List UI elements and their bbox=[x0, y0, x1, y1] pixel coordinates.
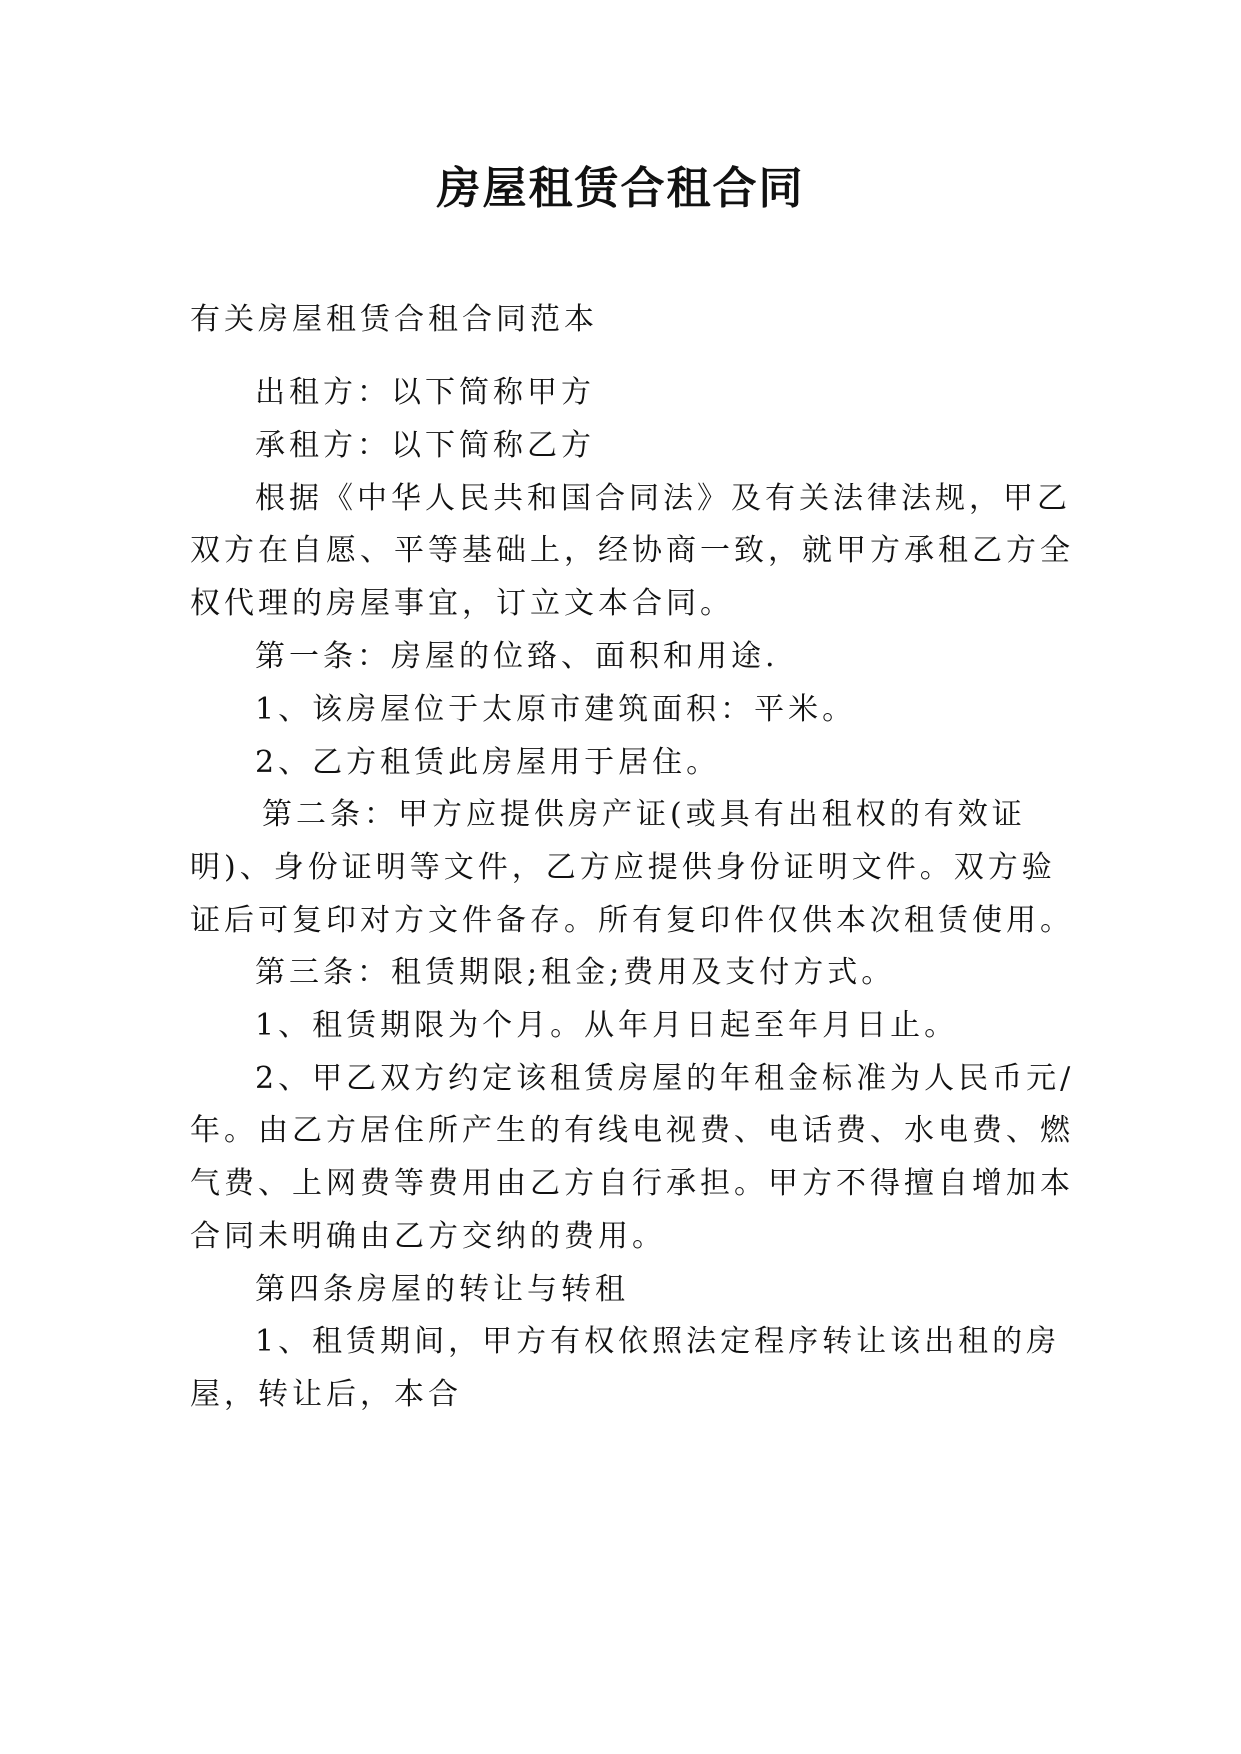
paragraph-line: 2、乙方租赁此房屋用于居住。 bbox=[255, 745, 721, 780]
document-subtitle: 有关房屋租赁合租合同范本 bbox=[190, 302, 598, 337]
paragraph-line: 第一条：房屋的位臵、面积和用途. bbox=[255, 639, 779, 674]
paragraph-line: 承租方：以下简称乙方 bbox=[255, 428, 595, 463]
document-title: 房屋租赁合租合同 bbox=[436, 163, 805, 214]
paragraph-line: 权代理的房屋事宜，订立文本合同。 bbox=[190, 586, 734, 621]
paragraph-line: 双方在自愿、平等基础上，经协商一致，就甲方承租乙方全 bbox=[190, 533, 1074, 568]
paragraph-line: 根据《中华人民共和国合同法》及有关法律法规，甲乙 bbox=[255, 481, 1071, 516]
paragraph-line: 1、租赁期限为个月。从年月日起至年月日止。 bbox=[255, 1008, 959, 1043]
paragraph-line: 第二条：甲方应提供房产证(或具有出租权的有效证 bbox=[262, 797, 1026, 832]
paragraph-line: 1、租赁期间，甲方有权依照法定程序转让该出租的房 bbox=[255, 1324, 1061, 1359]
paragraph-line: 出租方：以下简称甲方 bbox=[255, 375, 595, 410]
paragraph-line: 2、甲乙双方约定该租赁房屋的年租金标准为人民币元/ bbox=[255, 1061, 1075, 1096]
paragraph-line: 第三条：租赁期限;租金;费用及支付方式。 bbox=[255, 955, 896, 990]
paragraph-line: 证后可复印对方文件备存。所有复印件仅供本次租赁使用。 bbox=[190, 903, 1074, 938]
paragraph-line: 1、该房屋位于太原市建筑面积：平米。 bbox=[255, 692, 857, 727]
paragraph-line: 第四条房屋的转让与转租 bbox=[255, 1272, 629, 1307]
paragraph-line: 气费、上网费等费用由乙方自行承担。甲方不得擅自增加本 bbox=[190, 1166, 1074, 1201]
paragraph-line: 屋，转让后，本合 bbox=[190, 1377, 462, 1412]
paragraph-line: 合同未明确由乙方交纳的费用。 bbox=[190, 1219, 666, 1254]
paragraph-line: 年。由乙方居住所产生的有线电视费、电话费、水电费、燃 bbox=[190, 1113, 1074, 1148]
paragraph-line: 明)、身份证明等文件，乙方应提供身份证明文件。双方验 bbox=[190, 850, 1056, 885]
